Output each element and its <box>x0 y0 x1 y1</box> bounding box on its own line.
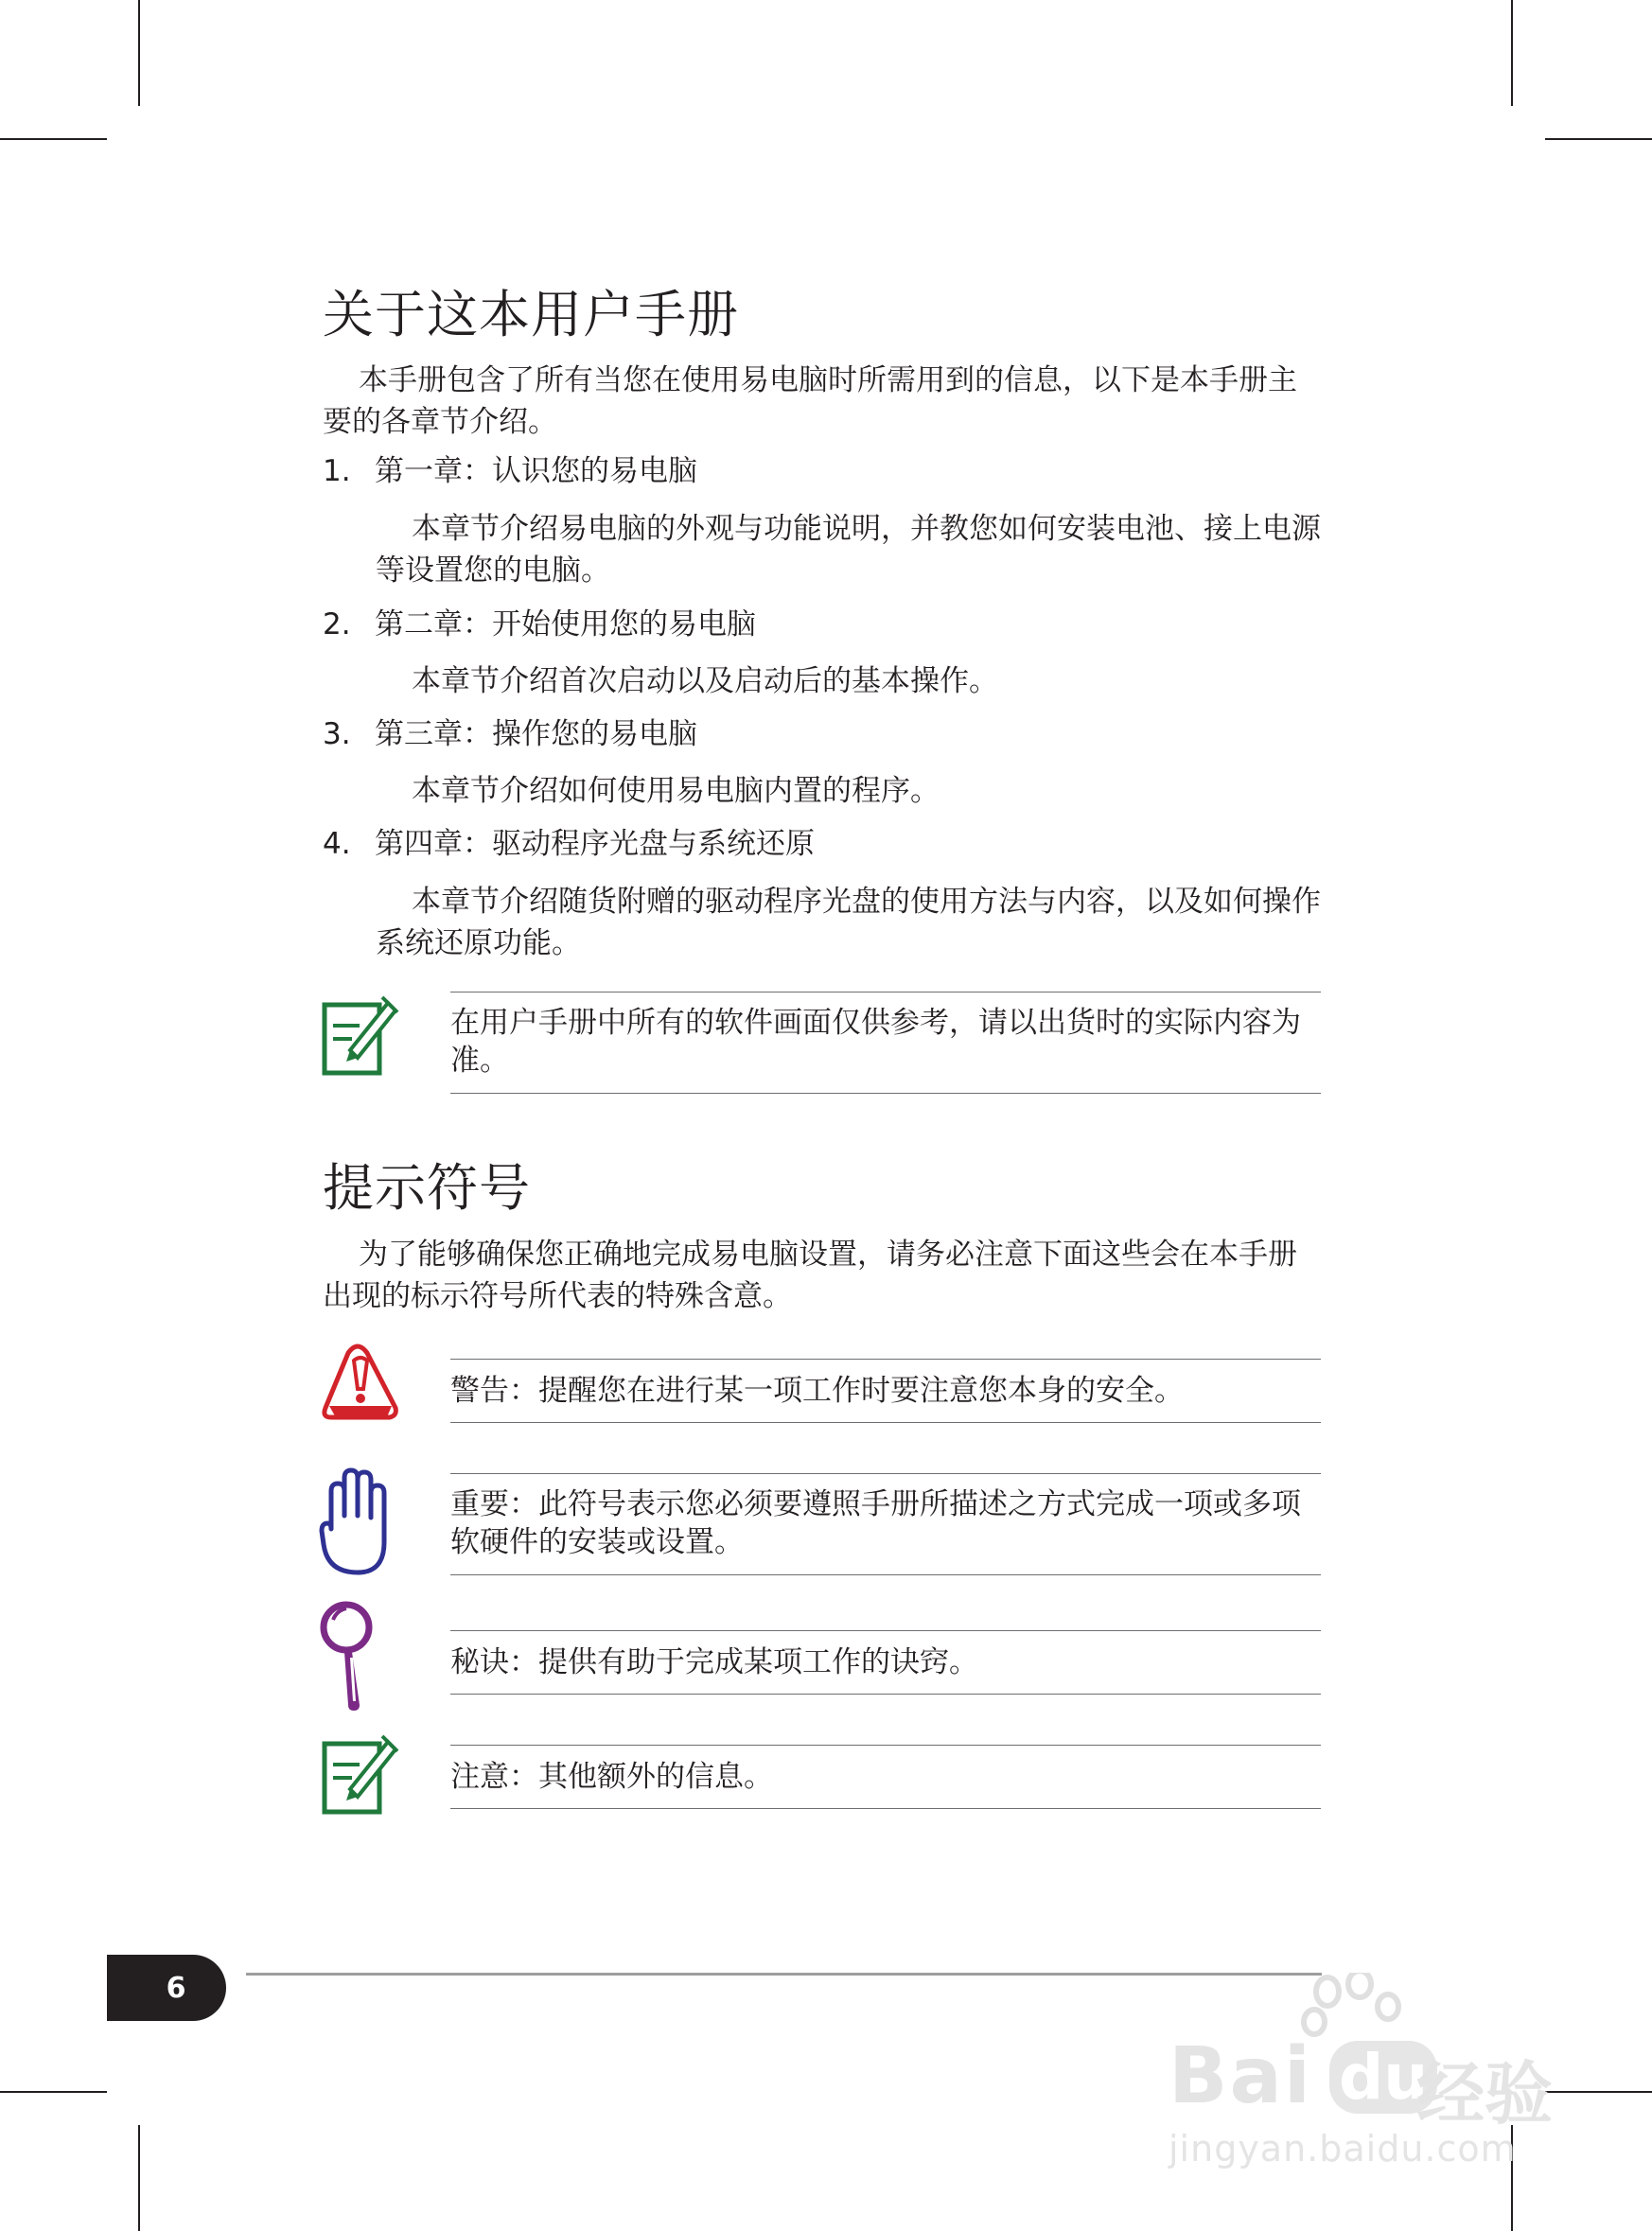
watermark-logo-jingyan: 经验 <box>1416 2054 1554 2134</box>
about-intro-paragraph: 本手册包含了所有当您在使用易电脑时所需用到的信息，以下是本手册主要的各章节介绍。 <box>323 363 1297 439</box>
chapter-1-description: 本章节介绍易电脑的外观与功能说明，并教您如何安装电池、接上电源等设置您的电脑。 <box>376 512 1321 588</box>
chapter-number: 2. <box>323 607 351 641</box>
crop-mark <box>0 2091 107 2093</box>
chapter-title-text: 第一章：认识您的易电脑 <box>375 454 697 488</box>
warning-icon <box>320 1340 401 1427</box>
warning-text: 警告：提醒您在进行某一项工作时要注意您本身的安全。 <box>450 1374 1184 1408</box>
chapter-3-description: 本章节介绍如何使用易电脑内置的程序。 <box>412 774 940 808</box>
chapter-4-title <box>323 823 815 865</box>
page-number: 6 <box>166 1971 186 2005</box>
chapter-1-title <box>323 450 697 492</box>
chapter-number: 1. <box>323 454 351 488</box>
footer-rule <box>246 1973 1322 1976</box>
note-symbol-callout <box>450 1745 1321 1809</box>
tip-callout <box>450 1630 1321 1695</box>
watermark-url: jingyan.baidu.com <box>1169 2128 1517 2170</box>
chapter-2-title <box>323 604 756 645</box>
crop-mark <box>0 138 107 140</box>
note-symbol-text: 注意：其他额外的信息。 <box>450 1760 773 1794</box>
important-text: 重要：此符号表示您必须要遵照手册所描述之方式完成一项或多项软硬件的安装或设置。 <box>450 1487 1301 1559</box>
chapter-number: 4. <box>323 827 351 861</box>
note-callout <box>450 992 1321 1094</box>
crop-mark <box>1545 138 1652 140</box>
crop-mark <box>1511 0 1513 106</box>
magnifier-icon <box>318 1599 384 1714</box>
chapter-4-description: 本章节介绍随货附赠的驱动程序光盘的使用方法与内容，以及如何操作系统还原功能。 <box>376 885 1321 960</box>
watermark-logo-bai: Bai <box>1169 2031 1312 2121</box>
crop-mark <box>1545 2091 1652 2093</box>
important-callout <box>450 1473 1321 1575</box>
section-title-about-manual: 关于这本用户手册 <box>323 285 739 344</box>
page-number-tab <box>107 1955 226 2021</box>
watermark-logo-du: du <box>1329 2041 1437 2114</box>
crop-mark <box>138 2125 140 2231</box>
chapter-title-text: 第三章：操作您的易电脑 <box>375 717 697 751</box>
note-icon <box>322 1729 399 1816</box>
chapter-2-description: 本章节介绍首次启动以及启动后的基本操作。 <box>412 664 998 698</box>
symbols-intro-paragraph: 为了能够确保您正确地完成易电脑设置，请务必注意下面这些会在本手册出现的标示符号所代表的特殊含意。 <box>323 1238 1297 1313</box>
crop-mark <box>138 0 140 106</box>
tip-text: 秘诀：提供有助于完成某项工作的诀窍。 <box>450 1645 978 1679</box>
chapter-3-title <box>323 713 697 755</box>
note-icon <box>322 990 399 1077</box>
chapter-number: 3. <box>323 717 351 751</box>
warning-callout <box>450 1359 1321 1423</box>
chapter-title-text: 第四章：驱动程序光盘与系统还原 <box>375 827 815 861</box>
stop-hand-icon <box>318 1467 394 1576</box>
baidu-jingyan-watermark <box>1169 1973 1556 2176</box>
note-text: 在用户手册中所有的软件画面仅供参考，请以出货时的实际内容为准。 <box>450 1006 1301 1078</box>
section-title-symbols: 提示符号 <box>323 1158 531 1218</box>
chapter-title-text: 第二章：开始使用您的易电脑 <box>375 607 756 641</box>
